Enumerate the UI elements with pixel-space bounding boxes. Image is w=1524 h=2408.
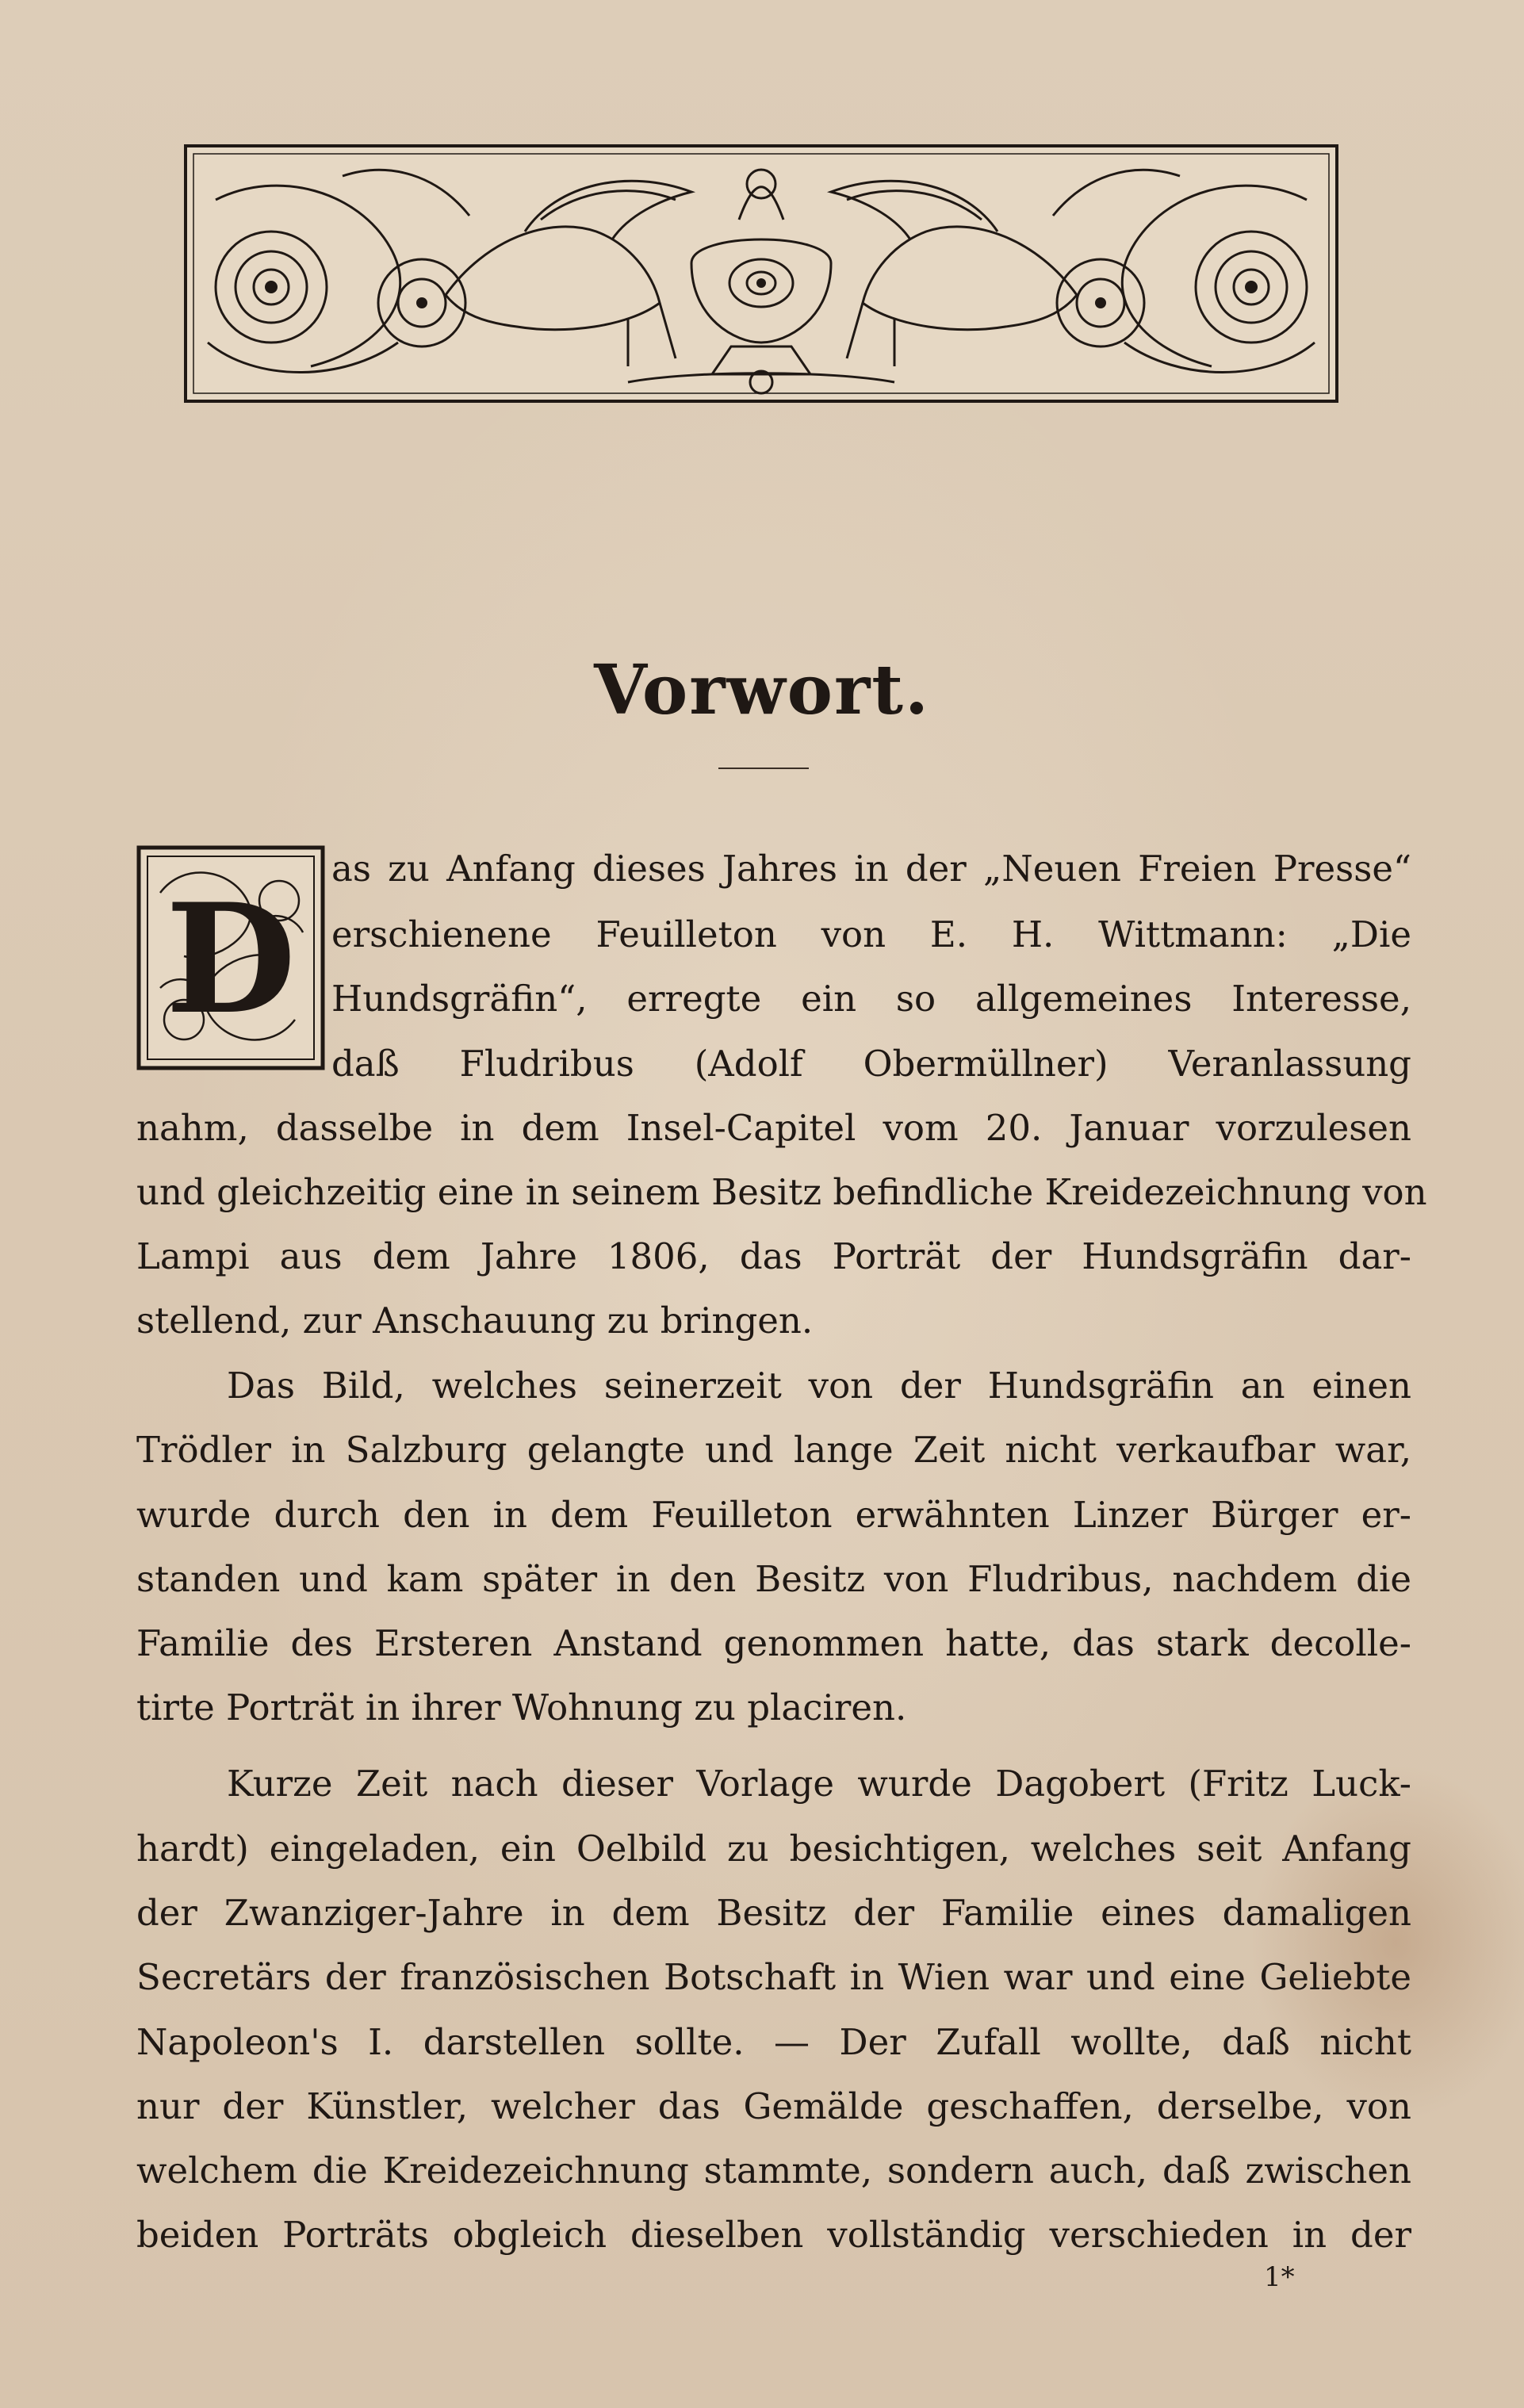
title-divider	[718, 768, 809, 769]
text-line: Das Bild, welches seinerzeit von der Hundsgräfin an einen	[227, 1365, 1411, 1407]
text-line: as zu Anfang dieses Jahres in der „Neuen Freien Presse“	[331, 848, 1411, 890]
text-line: wurde durch den in dem Feuilleton erwähnten Linzer Bürger er-	[136, 1494, 1411, 1536]
drop-cap-letter: D	[165, 871, 297, 1047]
text-line: Napoleon's I. darstellen sollte. — Der Zufall wollte, daß nicht	[136, 2021, 1411, 2063]
text-line: Kurze Zeit nach dieser Vorlage wurde Dagobert (Fritz Luck-	[227, 1763, 1411, 1805]
text-line: stellend, zur Anschauung zu bringen.	[136, 1300, 814, 1342]
text-line: daß Fludribus (Adolf Obermüllner) Veranlassung	[331, 1043, 1411, 1085]
ornamental-header-vignette	[184, 144, 1338, 403]
text-line: Hundsgräfin“, erregte ein so allgemeines Interesse,	[331, 978, 1411, 1020]
text-line: tirte Porträt in ihrer Wohnung zu placiren.	[136, 1686, 907, 1728]
text-line: welchem die Kreidezeichnung stammte, sondern auch, daß zwischen	[136, 2150, 1411, 2192]
signature-mark: 1*	[1264, 2261, 1295, 2293]
text-line: Lampi aus dem Jahre 1806, das Porträt der Hundsgräfin dar-	[136, 1235, 1411, 1277]
text-line: nur der Künstler, welcher das Gemälde geschaffen, derselbe, von	[136, 2085, 1411, 2127]
text-line: standen und kam später in den Besitz von Fludribus, nachdem die	[136, 1558, 1411, 1600]
text-line: der Zwanziger-Jahre in dem Besitz der Familie eines damaligen	[136, 1892, 1411, 1934]
text-line: Trödler in Salzburg gelangte und lange Zeit nicht verkaufbar war,	[136, 1429, 1411, 1471]
text-line: beiden Porträts obgleich dieselben vollständig verschieden in der	[136, 2214, 1411, 2256]
text-line: erschienene Feuilleton von E. H. Wittmann: „Die	[331, 913, 1411, 955]
text-line: nahm, dasselbe in dem Insel-Capitel vom 20. Januar vorzulesen	[136, 1107, 1411, 1149]
text-line: hardt) eingeladen, ein Oelbild zu besichtigen, welches seit Anfang	[136, 1828, 1411, 1870]
text-line: und gleichzeitig eine in seinem Besitz befindliche Kreidezeichnung von	[136, 1171, 1427, 1213]
text-line: Secretärs der französischen Botschaft in Wien war und eine Geliebte	[136, 1956, 1411, 1998]
decorated-initial	[136, 845, 325, 1070]
page-title: Vorwort.	[594, 650, 930, 730]
text-line: Familie des Ersteren Anstand genommen hatte, das stark decolle-	[136, 1622, 1411, 1664]
